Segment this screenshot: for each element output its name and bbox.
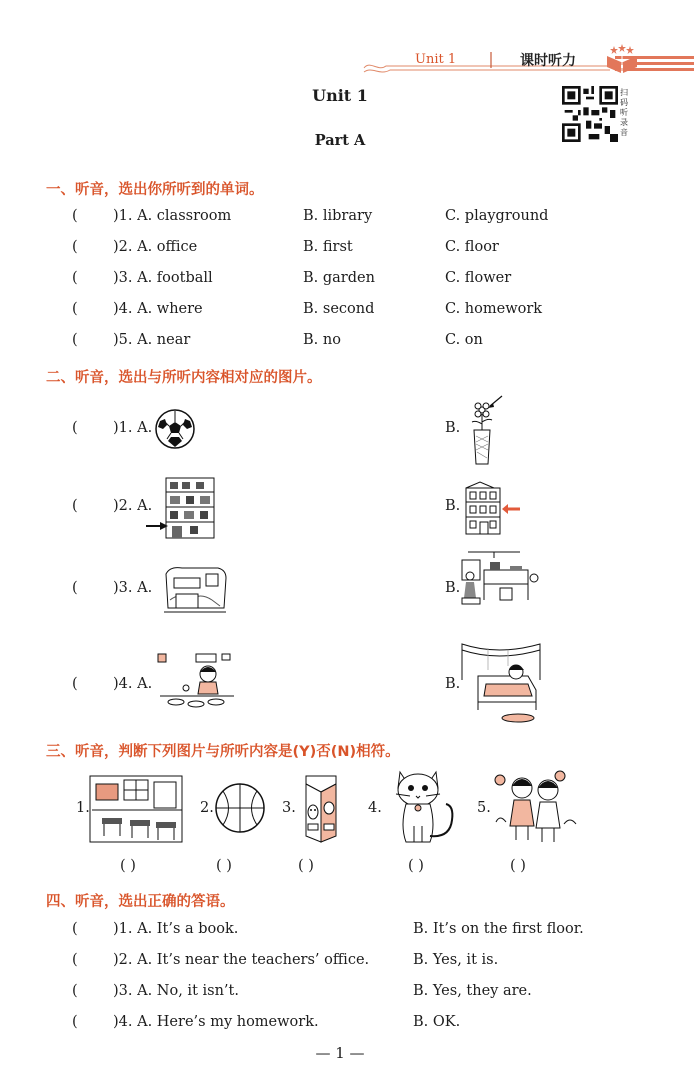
open-book-icon <box>604 44 640 74</box>
option-a: )3. A. No, it isn’t. <box>113 983 239 999</box>
option-a: )3. A. <box>113 580 153 596</box>
unit-tag: Unit 1 <box>415 52 457 67</box>
s4-question <box>0 952 694 974</box>
s3-number: 5. <box>477 800 491 816</box>
s4-question <box>0 921 694 943</box>
girl-eating-image[interactable] <box>156 652 238 712</box>
header-banner <box>360 46 694 80</box>
classroom-image[interactable] <box>88 774 184 844</box>
option-a: )1. A. classroom <box>113 208 232 224</box>
s1-question <box>0 301 694 323</box>
two-girls-image[interactable] <box>490 770 580 844</box>
option-b: B. It’s on the first floor. <box>413 921 584 937</box>
basketball-image[interactable] <box>214 782 266 834</box>
answer-paren[interactable]: ( ) <box>216 858 232 874</box>
option-a: )2. A. <box>113 498 153 514</box>
page-number: — 1 — <box>315 1044 365 1062</box>
s4-question <box>0 983 694 1005</box>
option-c: C. playground <box>445 208 549 224</box>
answer-paren[interactable]: ( <box>72 1014 78 1030</box>
s1-question <box>0 332 694 354</box>
garden-house-image[interactable] <box>160 564 230 616</box>
answer-paren[interactable]: ( ) <box>120 858 136 874</box>
option-b: B. first <box>303 239 353 255</box>
s2-question <box>0 420 694 442</box>
answer-paren[interactable]: ( <box>72 921 78 937</box>
building-floor-image[interactable] <box>146 476 218 540</box>
option-a: )2. A. office <box>113 239 198 255</box>
answer-paren[interactable]: ( <box>72 676 78 692</box>
cat-image[interactable] <box>386 766 458 846</box>
answer-paren[interactable]: ( <box>72 332 78 348</box>
section2-title: 二、听音，选出与所听内容相对应的图片。 <box>46 370 322 386</box>
answer-paren[interactable]: ( <box>72 301 78 317</box>
option-c: C. homework <box>445 301 543 317</box>
s2-question <box>0 676 694 698</box>
option-b: B. OK. <box>413 1014 461 1030</box>
answer-paren[interactable]: ( <box>72 952 78 968</box>
option-b: B. <box>445 580 461 596</box>
option-b: B. Yes, it is. <box>413 952 499 968</box>
answer-paren[interactable]: ( ) <box>298 858 314 874</box>
option-b: B. <box>445 420 461 436</box>
option-a: )4. A. where <box>113 301 203 317</box>
s3-number: 4. <box>368 800 382 816</box>
option-b: B. library <box>303 208 373 224</box>
section4-title: 四、听音，选出正确的答语。 <box>46 894 235 910</box>
section3-title: 三、听音，判断下列图片与所听内容是(Y)否(N)相符。 <box>46 744 400 760</box>
s4-question <box>0 1014 694 1036</box>
answer-paren[interactable]: ( ) <box>408 858 424 874</box>
building-floor-2-image[interactable] <box>462 480 522 536</box>
answer-paren[interactable]: ( <box>72 239 78 255</box>
option-b: B. no <box>303 332 341 348</box>
soccer-ball-image[interactable] <box>154 408 196 450</box>
option-a: )1. A. <box>113 420 153 436</box>
option-b: B. second <box>303 301 375 317</box>
answer-paren[interactable]: ( <box>72 270 78 286</box>
section-tag: 课时听力 <box>520 53 576 69</box>
option-c: C. floor <box>445 239 499 255</box>
option-a: )2. A. It’s near the teachers’ office. <box>113 952 370 968</box>
teachers-office-image[interactable] <box>460 548 540 610</box>
s2-question <box>0 580 694 602</box>
answer-paren[interactable]: ( <box>72 420 78 436</box>
option-a: )5. A. near <box>113 332 191 348</box>
answer-paren[interactable]: ( <box>72 498 78 514</box>
s3-number: 1. <box>76 800 90 816</box>
answer-paren[interactable]: ( <box>72 208 78 224</box>
part-title: Part A <box>314 132 366 149</box>
answer-paren[interactable]: ( ) <box>510 858 526 874</box>
option-b: B. garden <box>303 270 375 286</box>
unit-title: Unit 1 <box>312 86 368 105</box>
s1-question <box>0 239 694 261</box>
option-a: )4. A. <box>113 676 153 692</box>
s1-question <box>0 270 694 292</box>
answer-paren[interactable]: ( <box>72 580 78 596</box>
option-a: )4. A. Here’s my homework. <box>113 1014 319 1030</box>
answer-paren[interactable]: ( <box>72 983 78 999</box>
s3-number: 3. <box>282 800 296 816</box>
flower-vase-image[interactable] <box>466 394 506 466</box>
option-a: )1. A. It’s a book. <box>113 921 239 937</box>
qr-caption: 扫码听录音 <box>620 88 628 137</box>
option-c: C. flower <box>445 270 512 286</box>
option-b: B. Yes, they are. <box>413 983 532 999</box>
girl-in-bed-image[interactable] <box>458 640 548 726</box>
milk-carton-image[interactable] <box>298 774 344 844</box>
option-c: C. on <box>445 332 483 348</box>
option-a: )3. A. football <box>113 270 213 286</box>
s1-question <box>0 208 694 230</box>
section1-title: 一、听音，选出你所听到的单词。 <box>46 182 264 198</box>
option-b: B. <box>445 676 461 692</box>
s3-number: 2. <box>200 800 214 816</box>
option-b: B. <box>445 498 461 514</box>
s2-question <box>0 498 694 520</box>
